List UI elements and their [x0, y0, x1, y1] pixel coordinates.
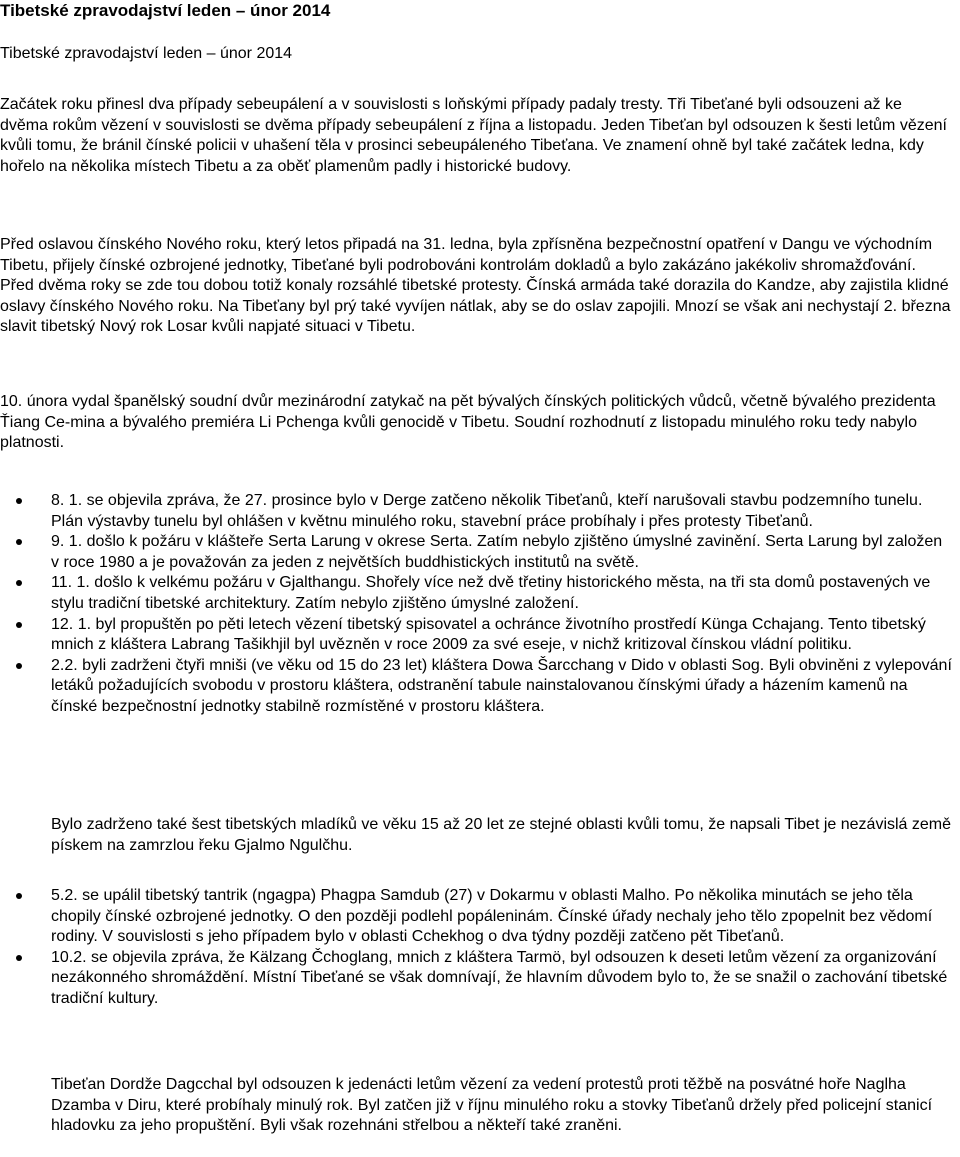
indented-paragraph-dorje: Tibeťan Dordže Dagcchal byl odsouzen k jedenácti letům vězení za vedení protestů proti těžbě na posvátné hoře Naglha Dzamba v Diru, které probíhaly minulý rok. Byl zatčen již v říjnu minulého roku a stovky Tibeťanů držely před policejní stanicí hladovku za jeho propuštění. Byli však rozehnáni střelbou a někteří také zraněni.	[51, 1076, 933, 1135]
list-item: 11. 1. došlo k velkému požáru v Gjalthangu. Shořely více než dvě třetiny historického města, na tři sta domů postavených ve stylu tradiční tibetské architektury. Zatím nebylo zjištěno úmyslné založení.	[0, 573, 952, 614]
paragraph-intro: Začátek roku přinesl dva případy sebeupálení a v souvislosti s loňskými případy padaly tresty. Tři Tibeťané byli odsouzeni až ke dvěma rokům vězení v souvislosti se dvěma případy sebeupálení z října a listopadu. Jeden Tibeťan byl odsouzen k šesti letům vězení kvůli tomu, že bránil čínské policii v uhašení těla v prosinci sebeupáleného Tibeťana. Ve znamení ohně byl také začátek ledna, kdy hořelo na několika místech Tibetu a za oběť plamenům padly i historické budovy.	[0, 96, 947, 175]
list-item: 10.2. se objevila zpráva, že Kälzang Čchoglang, mnich z kláštera Tarmö, byl odsouzen k deseti letům vězení za organizování nezákonného shromáždění. Místní Tibeťané se však domnívají, že hlavním důvodem bylo to, že se snažil o zachování tibetské tradiční kultury.	[0, 948, 952, 1010]
paragraph-arrest-warrant: 10. února vydal španělský soudní dvůr mezinárodní zatykač na pět bývalých čínských politických vůdců, včetně bývalého prezidenta Ťiang Ce-mina a bývalého premiéra Li Pchenga kvůli genocidě v Tibetu. Soudní rozhodnutí z listopadu minulého roku tedy nabylo platnosti.	[0, 393, 936, 452]
list-item: 9. 1. došlo k požáru v klášteře Serta Larung v okrese Serta. Zatím nebylo zjištěno úmyslné zavinění. Serta Larung byl založen v roce 1980 a je považován za jeden z největších buddhistických institutů na světě.	[0, 532, 952, 573]
indented-paragraph-youths: Bylo zadrženo také šest tibetských mladíků ve věku 15 až 20 let ze stejné oblasti kvůli tomu, že napsali Tibet je nezávislá země pískem na zamrzlou řeku Gjalmo Ngulčhu.	[51, 816, 952, 854]
paragraph-new-year: Před oslavou čínského Nového roku, který letos připadá na 31. ledna, byla zpřísněna bezpečnostní opatření v Dangu ve východním Tibetu, přijely čínské ozbrojené jednotky, Tibeťané byli podrobováni kontrolám dokladů a bylo zakázáno jakékoliv shromažďování. Před dvěma roky se zde tou dobou totiž konaly rozsáhlé tibetské protesty. Čínská armáda také dorazila do Kandze, aby zajistila klidné oslavy čínského Nového roku. Na Tibeťany byl prý také vyvíjen nátlak, aby se do oslav zapojili. Mnozí se však ani nechystají 2. března slavit tibetský Nový rok Losar kvůli napjaté situaci v Tibetu.	[0, 236, 951, 336]
news-list-january	[0, 491, 952, 718]
document-title: Tibetské zpravodajství leden – únor 2014	[0, 1, 331, 20]
list-item: 8. 1. se objevila zpráva, že 27. prosince bylo v Derge zatčeno několik Tibeťanů, kteří narušovali stavbu podzemního tunelu. Plán výstavby tunelu byl ohlášen v květnu minulého roku, stavební práce probíhaly i přes protesty Tibeťanů.	[0, 491, 952, 532]
list-item: 12. 1. byl propuštěn po pěti letech vězení tibetský spisovatel a ochránce životního prostředí Künga Cchajang. Tento tibetský mnich z kláštera Labrang Tašikhjil byl uvězněn v roce 2009 za své eseje, v nichž kritizoval čínskou vládní politiku.	[0, 615, 952, 656]
document-subtitle: Tibetské zpravodajství leden – únor 2014	[0, 45, 293, 62]
news-list-february	[0, 886, 952, 1010]
list-item: 2.2. byli zadrženi čtyři mniši (ve věku od 15 do 23 let) kláštera Dowa Šarcchang v Dido v oblasti Sog. Byli obviněni z vylepování letáků požadujících svobodu v prostoru kláštera, odstranění tabule nainstalovanou čínskými úřady a házením kamenů na čínské bezpečnostní jednotky stabilně rozmístěné v prostoru kláštera.	[0, 656, 952, 718]
list-item: 5.2. se upálil tibetský tantrik (ngagpa) Phagpa Samdub (27) v Dokarmu v oblasti Malho. Po několika minutách se jeho těla chopily čínské ozbrojené jednotky. O den později podlehl popáleninám. Čínské úřady nechaly jeho tělo zpopelnit bez vědomí rodiny. V souvislosti s jeho případem bylo v oblasti Cchekhog o dva týdny později zatčeno pět Tibeťanů.	[0, 886, 952, 948]
